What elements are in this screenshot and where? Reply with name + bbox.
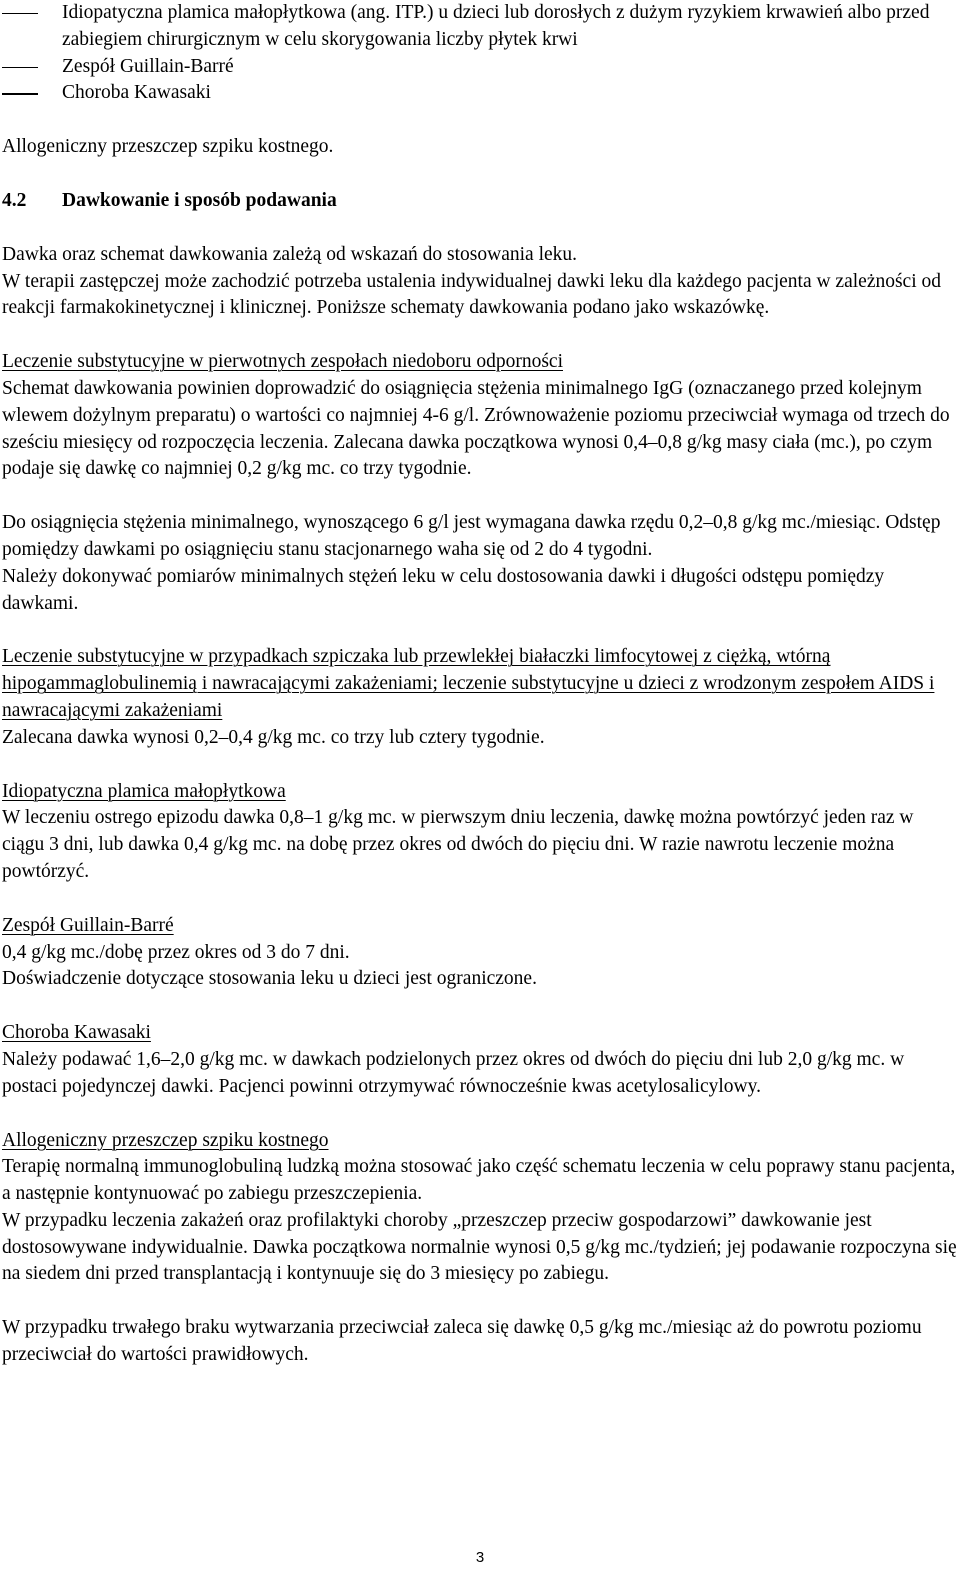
intro-last-paragraph: Allogeniczny przeszczep szpiku kostnego. — [2, 136, 334, 158]
subsection-heading-bmt: Allogeniczny przeszczep szpiku kostnego — [2, 1129, 329, 1151]
paragraph: Dawka oraz schemat dawkowania zależą od wskazań do stosowania leku. — [2, 243, 578, 265]
paragraph: W terapii zastępczej może zachodzić potrzeba ustalenia indywidualnej dawki leku dla każdego pacjenta w zależności od reakcji farmakokinetycznej i klinicznej. Poniższe schematy dawkowania podano jako wskazówkę. — [2, 270, 942, 319]
dash-bullet-icon — [2, 67, 38, 68]
paragraph: 0,4 g/kg mc./dobę przez okres od 3 do 7 dni. — [2, 941, 350, 963]
page-number: 3 — [475, 1549, 485, 1566]
paragraph: W przypadku leczenia zakażeń oraz profilaktyki choroby „przeszczep przeciw gospodarzowi” dawkowanie jest dostosowywane indywidualnie. Dawka początkowa normalnie wynosi 0,5 g/kg mc./tydzień; jej podawanie rozpoczyna się na siedem dni przed transplantacją i kontynuuje się do 3 miesięcy po zabiegu. — [2, 1209, 957, 1285]
subsection-heading-gbs: Zespół Guillain-Barré — [2, 914, 174, 936]
paragraph: W leczeniu ostrego epizodu dawka 0,8–1 g/kg mc. w pierwszym dniu leczenia, dawkę można powtórzyć jeden raz w ciągu 3 dni, lub dawka 0,4 g/kg mc. na dobę przez okres od dwóch do pięciu dni. W razie nawrotu leczenie można powtórzyć. — [2, 807, 914, 882]
list-item — [2, 0, 957, 54]
paragraph: Należy podawać 1,6–2,0 g/kg mc. w dawkach podzielonych przez okres od dwóch do pięciu dni lub 2,0 g/kg mc. w postaci pojedynczej dawki. Pacjenci powinni otrzymywać równocześnie kwas acetylosalicylowy. — [2, 1048, 905, 1097]
subsection-heading-pid: Leczenie substytucyjne w pierwotnych zespołach niedoboru odporności — [2, 351, 563, 373]
subsection-heading-itp: Idiopatyczna plamica małopłytkowa — [2, 780, 286, 802]
section-number: 4.2 — [2, 189, 27, 211]
list-item-text: Idiopatyczna plamica małopłytkowa (ang. ITP.) u dzieci lub dorosłych z dużym ryzykiem krwawień albo przed zabiegiem chirurgicznym w celu skorygowania liczby płytek krwi — [62, 2, 930, 50]
paragraph: Schemat dawkowania powinien doprowadzić do osiągnięcia stężenia minimalnego IgG (oznaczanego przed kolejnym wlewem dożylnym preparatu) o wartości co najmniej 4-6 g/l. Zrównoważenie poziomu przeciwciał wymaga od trzech do sześciu miesięcy od rozpoczęcia leczenia. Zalecana dawka początkowa wynosi 0,4–0,8 g/kg masy ciała (mc.), po czym podaje się dawkę co najmniej 0,2 g/kg mc. co trzy tygodnie. — [2, 377, 950, 480]
paragraph: Doświadczenie dotyczące stosowania leku u dzieci jest ograniczone. — [2, 968, 537, 990]
section-heading — [2, 188, 957, 215]
list-item — [2, 54, 957, 81]
list-item-text: Choroba Kawasaki — [62, 82, 211, 104]
paragraph: W przypadku trwałego braku wytwarzania przeciwciał zaleca się dawkę 0,5 g/kg mc./miesiąc aż do powrotu poziomu przeciwciał do wartości prawidłowych. — [2, 1317, 922, 1366]
paragraph: Należy dokonywać pomiarów minimalnych stężeń leku w celu dostosowania dawki i długości odstępu pomiędzy dawkami. — [2, 565, 885, 614]
list-item — [2, 80, 957, 107]
subsection-heading-myeloma: Leczenie substytucyjne w przypadkach szpiczaka lub przewlekłej białaczki limfocytowej z ciężką, wtórną hipogammaglobulinemią i nawracającymi zakażeniami; leczenie substytucyjne u dzieci z wrodzonym zespołem AIDS i nawracającymi zakażeniami — [2, 646, 935, 721]
paragraph: Do osiągnięcia stężenia minimalnego, wynoszącego 6 g/l jest wymagana dawka rzędu 0,2–0,8 g/kg mc./miesiąc. Odstęp pomiędzy dawkami po osiągnięciu stanu stacjonarnego waha się od 2 do 4 tygodni. — [2, 512, 941, 560]
section-title: Dawkowanie i sposób podawania — [62, 189, 337, 211]
paragraph: Zalecana dawka wynosi 0,2–0,4 g/kg mc. co trzy lub cztery tygodnie. — [2, 726, 545, 748]
dash-bullet-icon — [2, 13, 38, 14]
paragraph: Terapię normalną immunoglobuliną ludzką można stosować jako część schematu leczenia w celu poprawy stanu pacjenta, a następnie kontynuować po zabiegu przeszczepienia. — [2, 1156, 956, 1205]
indications-list — [2, 0, 957, 107]
dash-bullet-icon — [2, 93, 38, 94]
document-page — [2, 0, 957, 1369]
list-item-text: Zespół Guillain-Barré — [62, 55, 234, 77]
subsection-heading-kawasaki: Choroba Kawasaki — [2, 1022, 151, 1044]
